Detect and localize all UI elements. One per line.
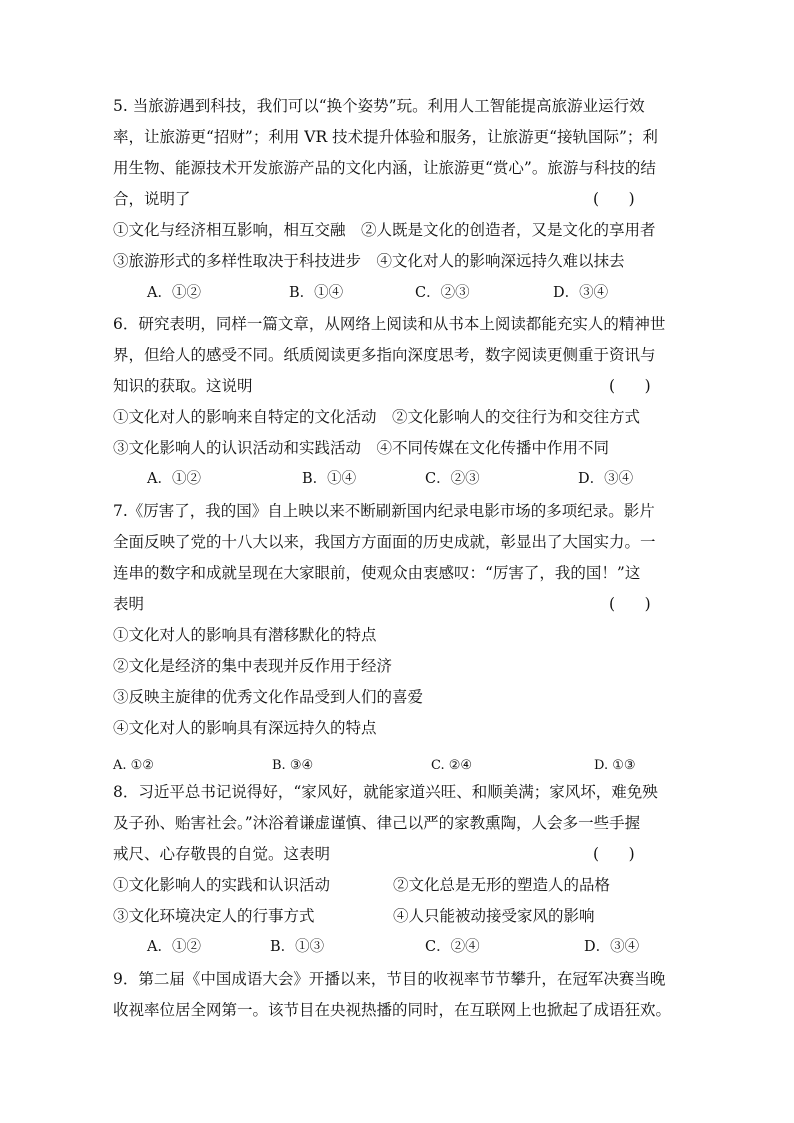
question-9-line: 9．第二届《中国成语大会》开播以来，节目的收视率节节攀升，在冠军决赛当晚 <box>113 970 666 988</box>
statement-line: ③旅游形式的多样性取决于科技进步 ④文化对人的影响深远持久难以抹去 <box>113 252 625 270</box>
question-6-line: 界，但给人的感受不同。纸质阅读更多指向深度思考，数字阅读更侧重于资讯与 <box>113 346 656 364</box>
option-d: D. ①③ <box>594 758 636 773</box>
question-7-line: 全面反映了党的十八大以来，我国方方面面的历史成就，彰显出了大国实力。一 <box>113 533 656 551</box>
question-5-line: 率，让旅游更“招财”；利用 VR 技术提升体验和服务，让旅游更“接轨国际”；利 <box>113 128 658 146</box>
statement-line: ①文化影响人的实践和认识活动 <box>113 876 331 894</box>
option-d: D．③④ <box>584 939 640 955</box>
option-b: B．①④ <box>289 285 344 301</box>
statement-line: ②文化是经济的集中表现并反作用于经济 <box>113 657 393 675</box>
question-7-line: 7.《厉害了，我的国》自上映以来不断刷新国内纪录电影市场的多项纪录。影片 <box>113 502 655 520</box>
question-5-line: 用生物、能源技术开发旅游产品的文化内涵，让旅游更“赏心”。旅游与科技的结 <box>113 159 656 177</box>
statement-line: ③反映主旋律的优秀文化作品受到人们的喜爱 <box>113 688 424 706</box>
statement-line: ①文化与经济相互影响，相互交融 ②人既是文化的创造者，又是文化的享用者 <box>113 221 656 239</box>
question-5-line: 5. 当旅游遇到科技，我们可以“换个姿势”玩。利用人工智能提高旅游业运行效 <box>113 97 645 115</box>
question-8-line: 8．习近平总书记说得好，“家风好，就能家道兴旺、和顺美满；家风坏，难免殃 <box>113 783 658 801</box>
option-a: A．①② <box>147 471 201 487</box>
option-b: B．①④ <box>302 471 357 487</box>
answer-blank: ( ) <box>609 377 651 395</box>
answer-blank: ( ) <box>609 595 651 613</box>
question-6-line: 知识的获取。这说明 <box>113 377 253 395</box>
option-d: D．③④ <box>578 471 634 487</box>
option-c: C. ②④ <box>431 758 473 773</box>
option-d: D．③④ <box>553 285 609 301</box>
question-7-line: 连串的数字和成就呈现在大家眼前，使观众由衷感叹：“厉害了，我的国！”这 <box>113 564 641 582</box>
question-5-line: 合，说明了 <box>113 190 191 208</box>
statement-line: ④人只能被动接受家风的影响 <box>393 907 595 925</box>
question-6-line: 6．研究表明，同样一篇文章，从网络上阅读和从书本上阅读都能充实人的精神世 <box>113 315 666 333</box>
statement-line: ①文化对人的影响来自特定的文化活动 ②文化影响人的交往行为和交往方式 <box>113 408 641 426</box>
option-a: A. ①② <box>113 758 154 773</box>
statement-line: ④文化对人的影响具有深远持久的特点 <box>113 719 377 737</box>
option-c: C．②④ <box>425 939 480 955</box>
option-b: B．①③ <box>270 939 325 955</box>
option-a: A．①② <box>147 285 201 301</box>
option-b: B. ③④ <box>272 758 314 773</box>
statement-line: ③文化影响人的认识活动和实践活动 ④不同传媒在文化传播中作用不同 <box>113 439 610 457</box>
question-8-line: 戒尺、心存敬畏的自觉。这表明 <box>113 845 331 863</box>
statement-line: ③文化环境决定人的行事方式 <box>113 907 315 925</box>
answer-blank: ( ) <box>593 845 635 863</box>
question-7-line: 表明 <box>113 595 145 613</box>
option-c: C．②③ <box>415 285 470 301</box>
option-a: A．①② <box>147 939 201 955</box>
question-8-line: 及子孙、贻害社会。”沐浴着谦虚谨慎、律己以严的家教熏陶，人会多一些手握 <box>113 814 641 832</box>
statement-line: ②文化总是无形的塑造人的品格 <box>393 876 611 894</box>
statement-line: ①文化对人的影响具有潜移默化的特点 <box>113 626 377 644</box>
option-c: C．②③ <box>425 471 480 487</box>
question-9-line: 收视率位居全网第一。该节目在央视热播的同时，在互联网上也掀起了成语狂欢。 <box>113 1001 672 1019</box>
answer-blank: ( ) <box>593 190 635 208</box>
